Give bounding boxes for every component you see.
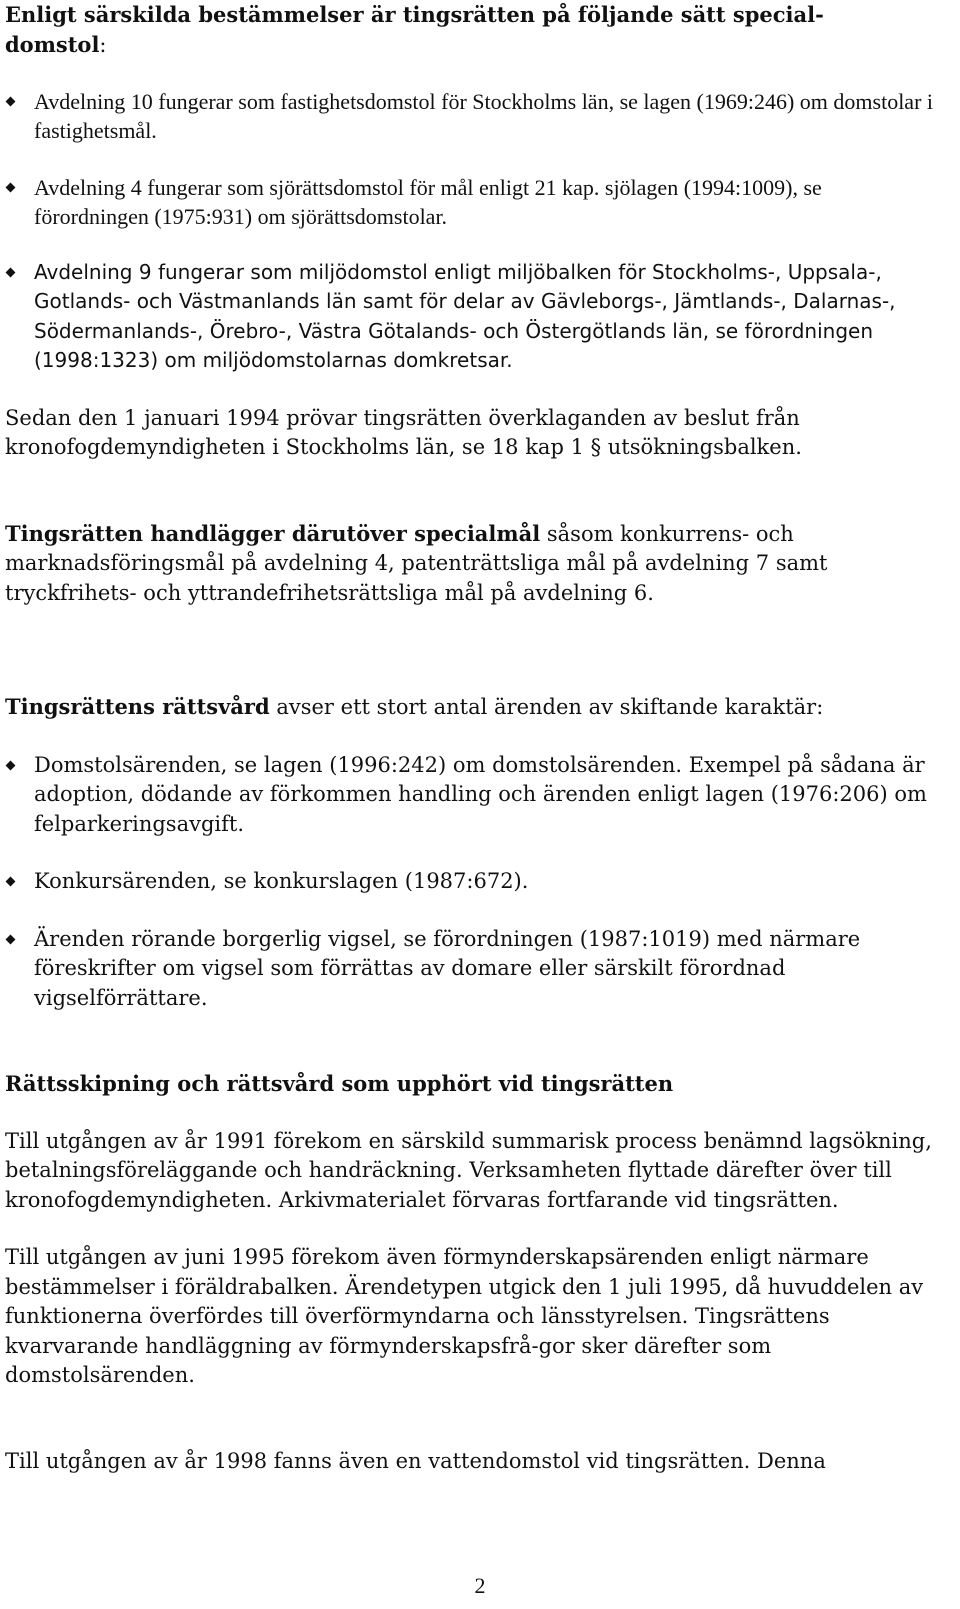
bullet-text: Avdelning 10 fungerar som fastighetsdomstol för Stockholms län, se lagen (1969:246) om domstolar i fastighetsmål. (34, 89, 934, 143)
intro-heading (5, 0, 940, 60)
bullet-item (5, 751, 940, 840)
bullet-text: Ärenden rörande borgerlig vigsel, se förordningen (1987:1019) med närmare föreskrifter om vigsel som förrättas av domare eller särskilt förordnad vigselförrättare. (34, 926, 861, 1010)
diamond-bullet-icon (5, 876, 17, 888)
bullet-text: Avdelning 4 fungerar som sjörättsdomstol för mål enligt 21 kap. sjölagen (1994:1009), se förordningen (1975:931) om sjörättsdomstolar. (34, 175, 822, 229)
bullet-text: Domstolsärenden, se lagen (1996:242) om domstolsärenden. Exempel på sådana är adoption, dödande av förkommen handling och ärenden enligt lagen (1976:206) om felparkeringsavgift. (34, 752, 927, 836)
special-cases-bold: Tingsrätten handlägger därutöver specialmål (5, 520, 541, 546)
care-paragraph (5, 692, 940, 723)
bullet-text: Konkursärenden, se konkurslagen (1987:672). (34, 869, 529, 894)
diamond-bullet-icon (5, 96, 17, 108)
care-text: avser ett stort antal ärenden av skiftande karaktär: (269, 695, 824, 720)
section-heading: Rättsskipning och rättsvård som upphört vid tingsrätten (5, 1071, 674, 1097)
bullet-item (5, 925, 940, 1014)
bullet-item (5, 258, 940, 376)
diamond-bullet-icon (5, 934, 17, 946)
ceased-paragraph: Till utgången av juni 1995 förekom även förmynderskapsärenden enligt närmare bestämmelser i föräldrabalken. Ärendetypen utgick den 1 juli 1995, då huvuddelen av funktionerna överfördes till överförmyndarna och länsstyrelsen. Tingsrättens kvarvarande handläggning av förmynderskapsfrå-gor sker därefter som domstolsärenden. (5, 1245, 924, 1388)
ceased-paragraph: Till utgången av år 1998 fanns även en vattendomstol vid tingsrätten. Denna (5, 1448, 826, 1473)
bullet-item (5, 173, 940, 231)
document-page (5, 0, 940, 1476)
diamond-bullet-icon (5, 267, 17, 279)
appeal-paragraph: Sedan den 1 januari 1994 prövar tingsrätten överklaganden av beslut från kronofogdemyndigheten i Stockholms län, se 18 kap 1 § utsökningsbalken. (5, 405, 802, 460)
bullet-item (5, 87, 940, 145)
page-number: 2 (474, 1573, 486, 1598)
care-bold: Tingsrättens rättsvård (5, 694, 270, 720)
bullet-text: Avdelning 9 fungerar som miljödomstol enligt miljöbalken för Stockholms-, Uppsala-, Gotlands- och Västmanlands län samt för delar av Gävleborgs-, Jämtlands-, Dalarnas-, Södermanlands-, Örebro-, Västra Götalands- och Östergötlands län, se förordningen (1998:1323) om miljödomstolarnas domkretsar. (34, 260, 896, 373)
intro-heading-line2: domstol (5, 31, 100, 57)
intro-heading-colon: : (99, 32, 107, 57)
special-cases-text: såsom konkurrens- och marknadsföringsmål på avdelning 4, patenträttsliga mål på avdelning 7 samt tryckfrihets- och yttrandefrihetsrättsliga mål på avdelning 6. (5, 521, 828, 605)
diamond-bullet-icon (5, 760, 17, 772)
special-cases-paragraph (5, 519, 940, 609)
intro-heading-line1: Enligt särskilda bestämmelser är tingsrätten på följande sätt special- (5, 2, 824, 27)
diamond-bullet-icon (5, 182, 17, 194)
bullet-item (5, 867, 940, 897)
ceased-paragraph: Till utgången av år 1991 förekom en särskild summarisk process benämnd lagsökning, betalningsföreläggande och handräckning. Verksamheten flyttade därefter över till kronofogdemyndigheten. Arkivmaterialet förvaras fortfarande vid tingsrätten. (5, 1128, 932, 1212)
